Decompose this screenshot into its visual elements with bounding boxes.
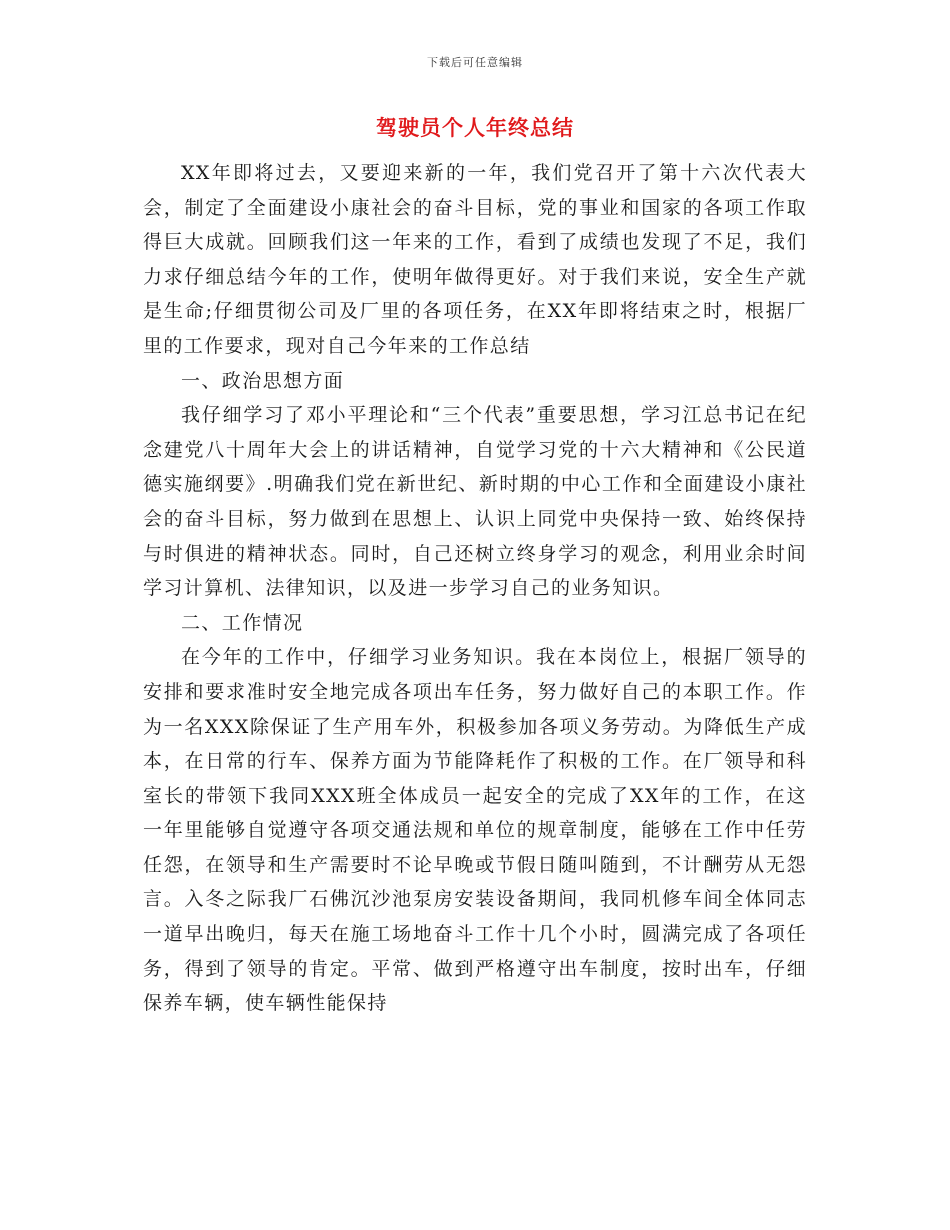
section-heading-work: 二、工作情况 [181, 611, 304, 634]
document-body [143, 156, 807, 1021]
header-note: 下载后可任意编辑 [427, 56, 523, 69]
paragraph-intro: XX年即将过去，又要迎来新的一年，我们党召开了第十六次代表大会，制定了全面建设小康社会的奋斗目标，党的事业和国家的各项工作取得巨大成就。回顾我们这一年来的工作，看到了成绩也发现了不足，我们力求仔细总结今年的工作，使明年做得更好。对于我们来说，安全生产就是生命;仔细贯彻公司及厂里的各项任务，在XX年即将结束之时，根据厂里的工作要求，现对自己今年来的工作总结 [143, 162, 807, 357]
document-title: 驾驶员个人年终总结 [376, 116, 574, 140]
section-heading-political: 一、政治思想方面 [181, 369, 345, 392]
paragraph-political: 我仔细学习了邓小平理论和“三个代表”重要思想，学习江总书记在纪念建党八十周年大会上的讲话精神，自觉学习党的十六大精神和《公民道德实施纲要》.明确我们党在新世纪、新时期的中心工作和全面建设小康社会的奋斗目标，努力做到在思想上、认识上同党中央保持一致、始终保持与时俱进的精神状态。同时，自己还树立终身学习的观念，利用业余时间学习计算机、法律知识，以及进一步学习自己的业务知识。 [143, 404, 807, 600]
paragraph-work: 在今年的工作中，仔细学习业务知识。我在本岗位上，根据厂领导的安排和要求准时安全地完成各项出车任务，努力做好自己的本职工作。作为一名XXX除保证了生产用车外，积极参加各项义务劳动。为降低生产成本，在日常的行车、保养方面为节能降耗作了积极的工作。在厂领导和科室长的带领下我同XXX班全体成员一起安全的完成了XX年的工作，在这一年里能够自觉遵守各项交通法规和单位的规章制度，能够在工作中任劳任怨，在领导和生产需要时不论早晚或节假日随叫随到，不计酬劳从无怨言。入冬之际我厂石佛沉沙池泵房安装设备期间，我同机修车间全体同志一道早出晚归，每天在施工场地奋斗工作十几个小时，圆满完成了各项任务，得到了领导的肯定。平常、做到严格遵守出车制度，按时出车，仔细保养车辆，使车辆性能保持 [143, 646, 807, 1015]
